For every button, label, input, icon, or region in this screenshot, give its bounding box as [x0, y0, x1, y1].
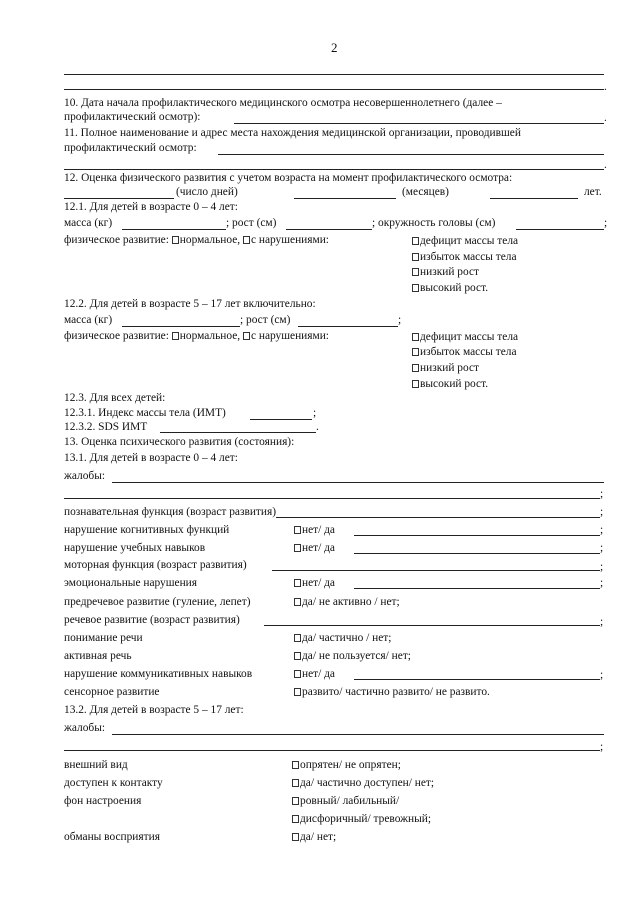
months-field[interactable]: [294, 198, 396, 199]
option-row: [412, 250, 517, 264]
normal-checkbox[interactable]: [172, 236, 179, 244]
options-text: нет/ да: [302, 668, 335, 680]
normal-checkbox[interactable]: [172, 332, 179, 340]
complaints-label: жалобы:: [64, 722, 106, 734]
end-semicolon: ;: [600, 524, 604, 536]
mass-label: масса (кг): [64, 314, 113, 326]
row-label: речевое развитие (возраст развития): [64, 614, 240, 626]
options-text: нет/ да: [302, 542, 335, 554]
complaints-field[interactable]: [112, 482, 604, 483]
checkbox[interactable]: [294, 670, 301, 678]
row-label: нарушение когнитивных функций: [64, 524, 230, 536]
options-text: развито/ частично развито/ не развито.: [302, 686, 490, 698]
violations-label: с нарушениями:: [250, 234, 329, 246]
complaints-field-2[interactable]: [64, 750, 600, 751]
checkbox[interactable]: [292, 815, 299, 823]
row-label: моторная функция (возраст развития): [64, 559, 247, 571]
imt-field[interactable]: [250, 419, 312, 420]
row-options: [294, 595, 400, 609]
option-high-height: высокий рост.: [420, 378, 489, 390]
blank-line[interactable]: [64, 89, 604, 90]
checkbox[interactable]: [412, 253, 419, 261]
row-options: [292, 776, 434, 790]
option-row: [412, 330, 518, 344]
item-12-3-heading: 12.3. Для всех детей:: [64, 392, 166, 404]
imt-label: 12.3.1. Индекс массы тела (ИМТ): [64, 407, 226, 419]
option-mass-excess: избыток массы тела: [420, 346, 517, 358]
end-semicolon: ;: [600, 561, 604, 573]
organization-field-2[interactable]: [64, 169, 604, 170]
mass-field[interactable]: [122, 229, 226, 230]
end-semicolon: ;: [600, 506, 604, 518]
phys-dev-row: [64, 233, 329, 247]
end-dot: .: [604, 159, 607, 171]
end-semicolon: ;: [600, 488, 604, 500]
checkbox[interactable]: [294, 598, 301, 606]
sds-label: 12.3.2. SDS ИМТ: [64, 421, 148, 433]
row-label: нарушение учебных навыков: [64, 542, 206, 554]
row-label: нарушение коммуникативных навыков: [64, 668, 253, 680]
checkbox[interactable]: [412, 364, 419, 372]
checkbox[interactable]: [412, 333, 419, 341]
item-11-line1: 11. Полное наименование и адрес места нахождения медицинской организации, проводившей: [64, 127, 521, 139]
options-text: опрятен/ не опрятен;: [300, 759, 401, 771]
checkbox[interactable]: [292, 833, 299, 841]
item-12-2-heading: 12.2. Для детей в возрасте 5 – 17 лет включительно:: [64, 298, 316, 310]
years-label: лет.: [584, 186, 602, 198]
answer-line[interactable]: [264, 625, 600, 626]
answer-line[interactable]: [272, 570, 600, 571]
item-11-line2: профилактический осмотр:: [64, 142, 197, 154]
row-label: фон настроения: [64, 795, 142, 807]
row-options: [292, 794, 399, 808]
end-dot: .: [604, 81, 607, 93]
row-options: [294, 541, 335, 555]
head-label: ; окружность головы (см): [372, 217, 496, 229]
violations-label: с нарушениями:: [250, 330, 329, 342]
options-text: дисфоричный/ тревожный;: [300, 813, 431, 825]
checkbox[interactable]: [294, 688, 301, 696]
option-mass-deficit: дефицит массы тела: [420, 235, 519, 247]
violations-checkbox[interactable]: [243, 332, 250, 340]
height-label: ; рост (см): [226, 217, 277, 229]
end-semicolon: ;: [600, 669, 604, 681]
mass-label: масса (кг): [64, 217, 113, 229]
option-row: [412, 234, 518, 248]
violations-checkbox[interactable]: [243, 236, 250, 244]
item-13-1-heading: 13.1. Для детей в возрасте 0 – 4 лет:: [64, 452, 238, 464]
option-low-height: низкий рост: [420, 362, 479, 374]
sds-field[interactable]: [160, 432, 316, 433]
options-text: да/ нет;: [300, 831, 337, 843]
option-high-height: высокий рост.: [420, 282, 489, 294]
normal-label: нормальное,: [179, 234, 241, 246]
end-semicolon: ;: [600, 577, 604, 589]
row-label: внешний вид: [64, 759, 128, 771]
options-text: ровный/ лабильный/: [300, 795, 400, 807]
checkbox[interactable]: [294, 544, 301, 552]
row-options: [292, 758, 401, 772]
row-options: [294, 685, 490, 699]
options-text: да/ не активно / нет;: [302, 596, 400, 608]
height-label: ; рост (см): [240, 314, 291, 326]
options-text: нет/ да: [302, 524, 335, 536]
end-semicolon: ;: [600, 741, 604, 753]
answer-line[interactable]: [354, 553, 600, 554]
checkbox[interactable]: [294, 652, 301, 660]
checkbox[interactable]: [294, 579, 301, 587]
months-label: (месяцев): [402, 186, 449, 198]
checkbox[interactable]: [294, 526, 301, 534]
option-row: [412, 345, 517, 359]
item-10-line1: 10. Дата начала профилактического медицинского осмотра несовершеннолетнего (далее –: [64, 97, 502, 109]
phys-dev-row: [64, 329, 329, 343]
options-text: да/ частично / нет;: [302, 632, 392, 644]
row-label: эмоциональные нарушения: [64, 577, 198, 589]
end-dot: .: [316, 421, 319, 433]
row-label: активная речь: [64, 650, 132, 662]
row-label: предречевое развитие (гуление, лепет): [64, 596, 251, 608]
row-options: [294, 667, 335, 681]
row-options: [294, 631, 391, 645]
phys-dev-label: физическое развитие:: [64, 234, 169, 246]
row-options: [294, 649, 411, 663]
checkbox[interactable]: [412, 268, 419, 276]
end-semicolon: ;: [398, 314, 402, 326]
item-12-1-heading: 12.1. Для детей в возрасте 0 – 4 лет:: [64, 201, 238, 213]
checkbox[interactable]: [292, 779, 299, 787]
height-field[interactable]: [298, 326, 398, 327]
options-text: да/ не пользуется/ нет;: [302, 650, 411, 662]
option-mass-excess: избыток массы тела: [420, 251, 517, 263]
row-options: [292, 812, 431, 826]
organization-field[interactable]: [218, 154, 604, 155]
answer-line[interactable]: [354, 535, 600, 536]
option-row: [412, 361, 479, 375]
days-field[interactable]: [64, 198, 174, 199]
end-semicolon: ;: [600, 542, 604, 554]
complaints-label: жалобы:: [64, 470, 106, 482]
complaints-field-2[interactable]: [64, 498, 600, 499]
item-10-line2: профилактический осмотр):: [64, 111, 201, 123]
option-row: [412, 281, 488, 295]
options-text: да/ частично доступен/ нет;: [300, 777, 435, 789]
checkbox[interactable]: [412, 348, 419, 356]
row-options: [292, 830, 336, 844]
row-label: понимание речи: [64, 632, 143, 644]
page-number: 2: [331, 40, 338, 55]
row-options: [294, 523, 335, 537]
row-label: сенсорное развитие: [64, 686, 160, 698]
item-13-2-heading: 13.2. Для детей в возрасте 5 – 17 лет:: [64, 704, 244, 716]
checkbox[interactable]: [412, 380, 419, 388]
checkbox[interactable]: [412, 237, 419, 245]
checkbox[interactable]: [292, 797, 299, 805]
days-label: (число дней): [176, 186, 238, 198]
blank-line[interactable]: [64, 74, 604, 75]
end-semicolon: ;: [313, 407, 317, 419]
checkbox[interactable]: [294, 634, 301, 642]
option-low-height: низкий рост: [420, 266, 479, 278]
row-label: обманы восприятия: [64, 831, 160, 843]
row-options: [294, 576, 335, 590]
phys-dev-label: физическое развитие:: [64, 330, 169, 342]
row-label: доступен к контакту: [64, 777, 163, 789]
row-label: познавательная функция (возраст развития): [64, 506, 277, 518]
option-row: [412, 377, 488, 391]
height-field[interactable]: [286, 229, 372, 230]
exam-date-field[interactable]: [234, 123, 604, 124]
option-mass-deficit: дефицит массы тела: [420, 331, 519, 343]
answer-line[interactable]: [354, 588, 600, 589]
answer-line[interactable]: [276, 517, 600, 518]
item-13-heading: 13. Оценка психического развития (состояния):: [64, 436, 295, 448]
answer-line[interactable]: [354, 679, 600, 680]
checkbox[interactable]: [412, 284, 419, 292]
end-semicolon: ;: [600, 616, 604, 628]
complaints-field[interactable]: [112, 734, 604, 735]
end-dot: .: [604, 112, 607, 124]
options-text: нет/ да: [302, 577, 335, 589]
checkbox[interactable]: [292, 761, 299, 769]
normal-label: нормальное,: [179, 330, 241, 342]
years-field[interactable]: [490, 198, 578, 199]
mass-field[interactable]: [122, 326, 240, 327]
head-field[interactable]: [516, 229, 604, 230]
item-12-line1: 12. Оценка физического развития с учетом возраста на момент профилактического осмотра:: [64, 172, 513, 184]
end-semicolon: ;: [604, 217, 608, 229]
option-row: [412, 265, 479, 279]
